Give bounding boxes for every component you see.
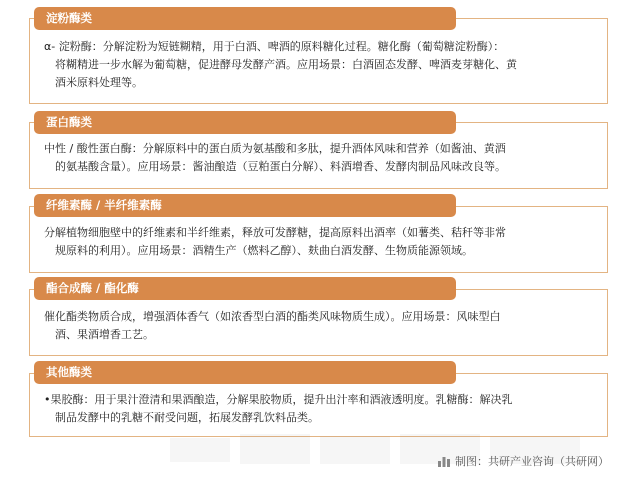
section-text-line: 制品发酵中的乳糖不耐受问题，拓展发酵乳饮料品类。: [55, 411, 319, 424]
source-credit: [437, 451, 609, 473]
source-credit-text: 制图：共研产业咨询（共研网）: [455, 455, 609, 468]
section-text-line: 将糊精进一步水解为葡萄糖，促进酵母发酵产酒。应用场景：白酒固态发酵、啤酒麦芽糖化、黄: [55, 58, 517, 71]
section-header-other: 其他酶类: [34, 361, 456, 384]
section-text-line: 规原料的利用）。应用场景：酒精生产（燃料乙醇）、麸曲白酒发酵、生物质能源领域。: [55, 244, 473, 257]
chart-bars-icon: [437, 454, 451, 468]
section-text-line: α- 淀粉酶：分解淀粉为短链糊精，用于白酒、啤酒的原料糖化过程。糖化酶（葡萄糖淀粉酶）：: [44, 40, 505, 53]
section-text-line: 中性 / 酸性蛋白酶：分解原料中的蛋白质为氨基酸和多肽，提升酒体风味和营养（如酱油、黄酒: [44, 142, 506, 155]
section-header-amylase: 淀粉酶类: [34, 7, 456, 30]
section-text-line: 催化酯类物质合成，增强酒体香气（如浓香型白酒的酯类风味物质生成）。应用场景：风味型白: [44, 310, 501, 323]
section-text-line: 的氨基酸含量）。应用场景：酱油酿造（豆粕蛋白分解）、料酒增香、发酵肉制品风味改良等。: [55, 160, 506, 173]
section-text-line: •果胶酶：用于果汁澄清和果酒酿造，分解果胶物质，提升出汁率和酒液透明度。乳糖酶：解决乳: [44, 393, 513, 406]
section-text-line: 分解植物细胞壁中的纤维素和半纤维素，释放可发酵糖，提高原料出酒率（如薯类、秸秆等非常: [44, 226, 506, 239]
section-text-line: 酒米原料处理等。: [55, 76, 143, 89]
section-header-esterase: 酯合成酶 / 酯化酶: [34, 277, 456, 300]
section-text-line: 酒、果酒增香工艺。: [55, 328, 154, 341]
section-header-cellulase: 纤维素酶 / 半纤维素酶: [34, 194, 456, 217]
section-header-protease: 蛋白酶类: [34, 111, 456, 134]
